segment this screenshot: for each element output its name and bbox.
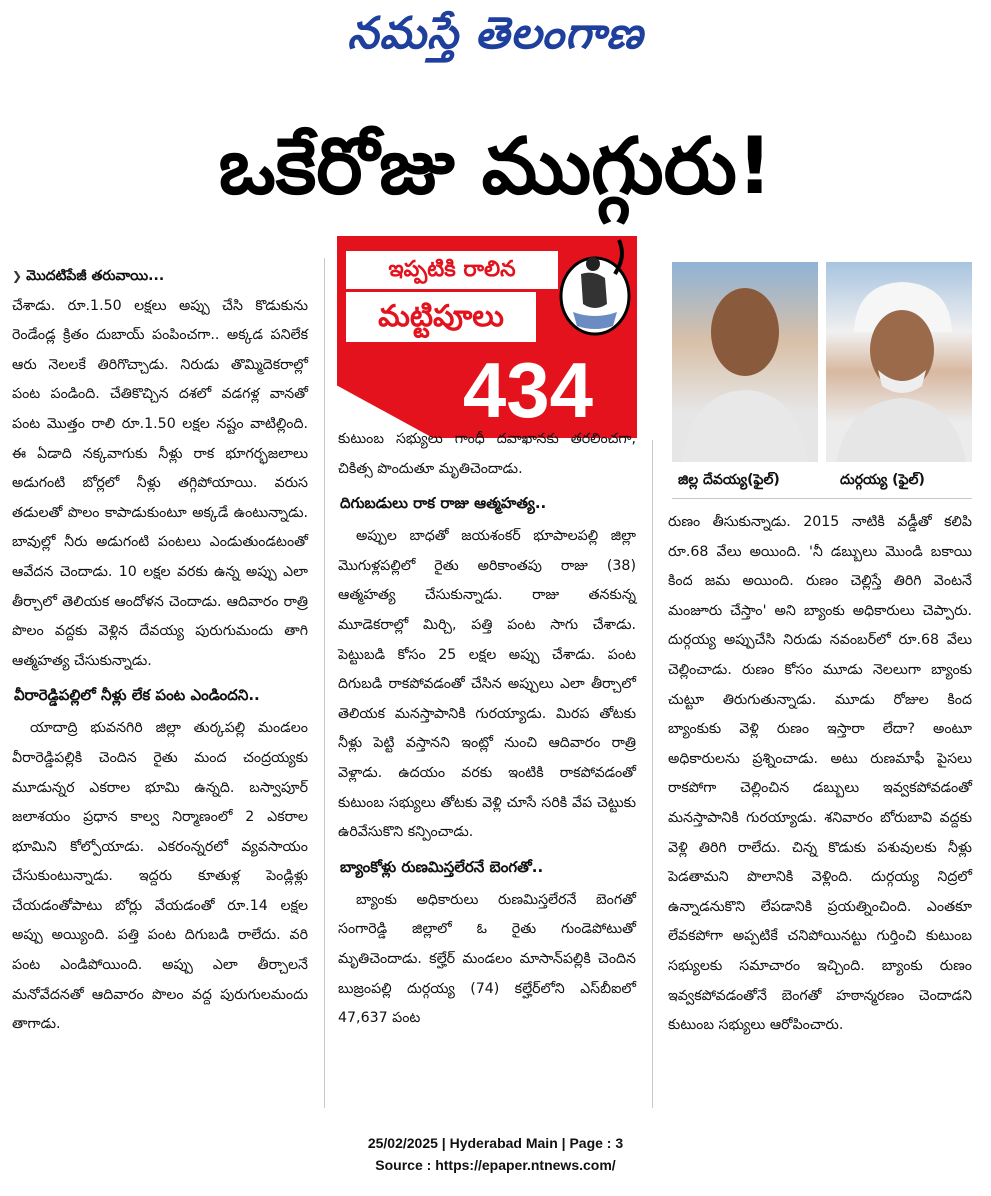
subheading: దిగుబడులు రాక రాజు ఆత్మహత్య..: [340, 494, 547, 513]
edition-info: 25/02/2025 | Hyderabad Main | Page : 3: [367, 1135, 624, 1151]
article-column-2: [338, 425, 636, 1034]
article-column-3: [668, 508, 972, 1041]
photo-devayya: [672, 262, 818, 462]
photo-durgayya: [826, 262, 972, 462]
promo-count: 434: [462, 346, 594, 434]
article-paragraph: రుణం తీసుకున్నాడు. 2015 నాటికి వడ్డీతో కలిపి రూ.68 వేలు అయింది. 'నీ డబ్బులు మొండి బకాయి కింద జమ అయింది. రుణం చెల్లిస్తే తిరిగి వెంటనే మంజూరు చేస్తాం' అని బ్యాంకు అధికారులు చెప్పారు. దుర్గయ్య అప్పుచేసి నిరుడు నవంబర్‌లో రూ.68 వేలు చెల్లించాడు. రుణం కోసం మూడు నెలలుగా బ్యాంకు చుట్టూ తిరుగుతున్నాడు. మూడు రోజుల కింద బ్యాంకుకు వెళ్లి రుణం ఇస్తారా లేదా? అంటూ అధికారులను ప్రశ్నించాడు. అటు రుణమాఫీ పైసలు రాకపోగా చెల్లించిన డబ్బులు ఇవ్వకపోవడంతో మనస్తాపానికి గురయ్యాడు. శనివారం బోరుబావి వద్దకు వెళ్లి తిరిగి రాలేదు. చిన్న కొడుకు పశువులకు నీళ్లు పెడతామని పొలానికి వెళ్లింది. దుర్గయ్య నిద్రలో ఉన్నాడనుకొని లేపడానికి ప్రయత్నించింది. ఎంతకూ లేవకపోగా అప్పటికే చనిపోయినట్టు గుర్తించి కుటుంబ సభ్యులకు సమాచారం ఇచ్చింది. బ్యాంకు రుణం ఇవ్వకపోవడంతోనే బెంగతో హఠాన్మరణం చెందాడని కుటుంబ సభ్యులు ఆరోపించారు.: [668, 514, 972, 1034]
promo-line-2: మట్టిపూలు: [346, 292, 536, 342]
article-column-1: [12, 262, 308, 1040]
article-paragraph: బ్యాంకు అధికారులు రుణమిస్తలేరనే బెంగతో సంగారెడ్డి జిల్లాలో ఓ రైతు గుండెపోటుతో మృతిచెందాడు. కల్హేర్ మండలం మాసాన్‌పల్లికి చెందిన బుజ్రంపల్లి దుర్గయ్య (74) కల్హేర్‌లోని ఎస్‌బీఐలో 47,637 పంట: [338, 891, 636, 1027]
source-link[interactable]: Source : https://epaper.ntnews.com/: [375, 1157, 616, 1173]
continued-kicker: [12, 262, 308, 292]
page-footer: [0, 1132, 991, 1176]
column-divider: [324, 258, 325, 1108]
article-paragraph: అప్పుల బాధతో జయశంకర్ భూపాలపల్లి జిల్లా మొగుళ్లపల్లిలో రైతు అరికాంతపు రాజు (38) ఆత్మహత్య చేసుకున్నాడు. రాజు తనకున్న మూడెకరాల్లో మిర్చి, పత్తి పంట సాగు చేశాడు. పెట్టుబడి కోసం 25 లక్షల అప్పు చేశాడు. పంట దిగుబడి రాకపోవడంతో చేసిన అప్పులు ఎలా తీర్చాలో తెలియక మనస్తాపానికి గురయ్యాడు. మిరప తోటకు నీళ్లు పెట్టి వస్తానని ఇంట్లో నుంచి ఆదివారం రాత్రి వెళ్లాడు. ఉదయం వరకు ఇంటికి రాకపోవడంతో కుటుంబ సభ్యులు తోటకు వెళ్లి చూసే సరికి వేప చెట్టుకు ఉరివేసుకొని కన్పించాడు.: [338, 528, 636, 841]
article-paragraph: చేశాడు. రూ.1.50 లక్షలు అప్పు చేసి కొడుకును రెండేండ్ల క్రితం దుబాయ్ పంపించగా.. అక్కడ పనిలేక ఆరు నెలలకే తిరిగొచ్చాడు. నిరుడు తొమ్మిదెకరాల్లో పంట పండింది. చేతికొచ్చిన దశలో వడగళ్ల వానతో పంట మొత్తం రాలి రూ.1.50 లక్షల నష్టం వాటిల్లింది. ఈ ఏడాది నక్కవాగుకు నీళ్లు రాక భూగర్భజలాలు అడుగంటి బోర్లలో నీళ్లు తగ్గిపోయాయి. వరుస తడులతో పొలం కాపాడుకుంటూ అక్కడే ఉంటున్నాడు. బావుల్లో నీరు అడుగంటి పంటలు ఎండుతుండటంతో ఆవేదన చెందాడు. 10 లక్షల వరకు ఉన్న అప్పు ఎలా తీర్చాలో తెలియక ఆందోళన చెందాడు. ఆదివారం రాత్రి పొలం వద్దకు వెళ్లిన దేవయ్య పురుగుమందు తాగి ఆత్మహత్య చేసుకున్నాడు.: [12, 297, 308, 669]
article-paragraph: కుటుంబ సభ్యులు గాంధీ దవాఖానకు తరలించగా, చికిత్స పొందుతూ మృతిచెందాడు.: [338, 431, 636, 477]
arrow-right-icon: ❯: [12, 269, 23, 283]
subheading: బ్యాంకోళ్లు రుణమిస్తలేరనే బెంగతో..: [340, 857, 544, 876]
column-divider: [652, 440, 653, 1108]
caption-underline: [672, 498, 972, 499]
photo-caption: దుర్గయ్య (ఫైల్): [840, 472, 925, 488]
masthead-logo: నమస్తే తెలంగాణ: [347, 8, 644, 59]
kicker-text: మొదటిపేజీ తరువాయి...: [26, 268, 165, 284]
promo-line-1: ఇప్పటికి రాలిన: [346, 251, 558, 289]
photo-caption: జిల్ల దేవయ్య(ఫైల్): [678, 472, 780, 488]
portrait-placeholder-icon: [826, 262, 972, 462]
page-headline: ఒకేరోజు ముగ్గురు!: [218, 122, 773, 212]
portrait-placeholder-icon: [672, 262, 818, 462]
article-paragraph: యాదాద్రి భువనగిరి జిల్లా తుర్కపల్లి మండలం వీరారెడ్డిపల్లికి చెందిన రైతు మంద చంద్రయ్యకు మూడున్నర ఎకరాల భూమి ఉన్నది. బస్వాపూర్ జలాశయం ప్రధాన కాల్వ నిర్మాణంలో 2 ఎకరాల భూమిని కోల్పోయాడు. ఎకరంన్నరలో వ్యవసాయం చేసుకుంటున్నాడు. ఇద్దరు కూతుళ్ల పెండ్లిళ్లు చేయడంతోపాటు బోర్లు వేయడంతో రూ.14 లక్షల అప్పు అయ్యింది. పత్తి పంట దిగుబడి రాలేదు. వరి పంట ఎండిపోయింది. అప్పు ఎలా తీర్చాలనే మనోవేదనతో ఆదివారం పొలం వద్ద పురుగులమందు తాగాడు.: [12, 720, 308, 1033]
subheading: వీరారెడ్డిపల్లిలో నీళ్లు లేక పంట ఎండిందని..: [14, 686, 260, 705]
farmer-noose-illustration: [555, 234, 635, 338]
